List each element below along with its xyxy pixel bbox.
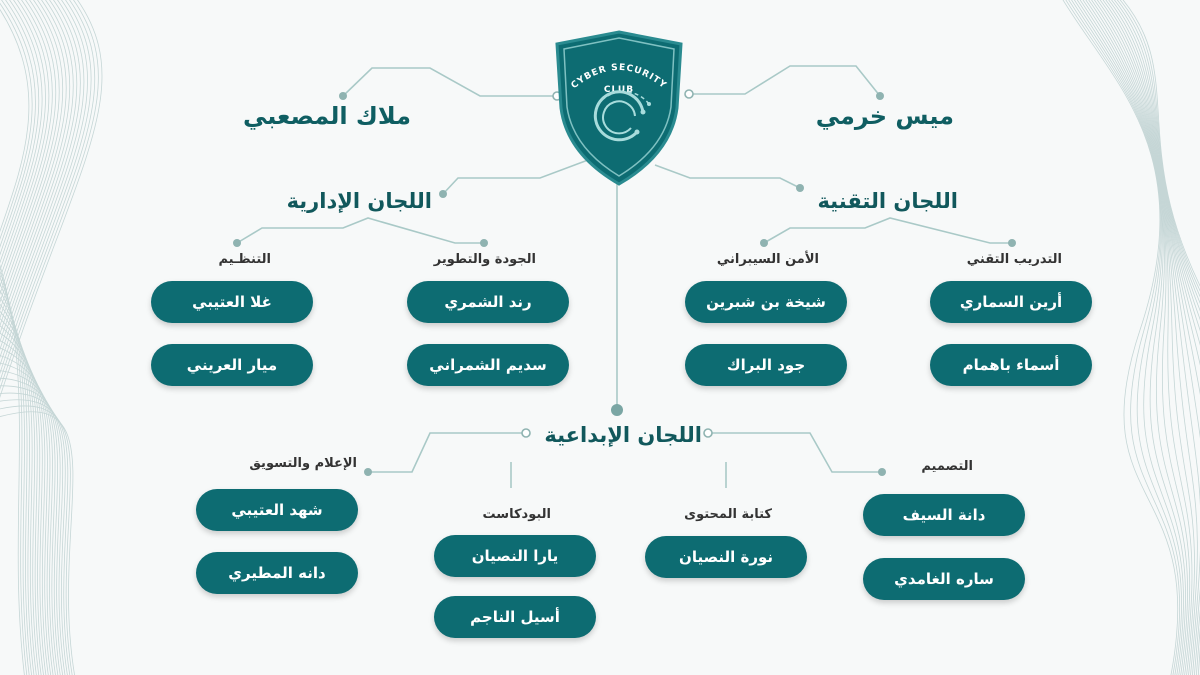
wave-line <box>1066 0 1182 675</box>
member-pill[interactable]: جود البراك <box>685 344 847 386</box>
technical-committees-title: اللجان التقنية <box>817 189 958 213</box>
member-pill[interactable]: غلا العتيبي <box>151 281 313 323</box>
member-pill[interactable]: شيخة بن شبرين <box>685 281 847 323</box>
member-pill[interactable]: دانه المطيري <box>196 552 358 594</box>
member-pill[interactable]: رند الشمري <box>407 281 569 323</box>
member-pill[interactable]: أسيل الناجم <box>434 596 596 638</box>
logo-text-bottom: CLUB <box>603 85 635 95</box>
member-pill[interactable]: شهد العتيبي <box>196 489 358 531</box>
member-pill[interactable]: نورة النصيان <box>645 536 807 578</box>
security-title: الأمن السيبراني <box>716 252 819 267</box>
organization-title: التنظـيم <box>218 252 271 267</box>
design-title: التصميم <box>921 459 973 474</box>
wave-line <box>1060 0 1178 675</box>
member-pill[interactable]: سديم الشمراني <box>407 344 569 386</box>
training-title: التدريب التقني <box>966 252 1062 267</box>
wave-line <box>0 0 39 284</box>
wave-line <box>1068 0 1183 675</box>
wave-line <box>1071 0 1185 675</box>
member-pill[interactable]: ساره الغامدي <box>863 558 1025 600</box>
member-pill[interactable]: دانة السيف <box>863 494 1025 536</box>
leader-left-name: ملاك المصعبي <box>242 102 411 130</box>
member-pill[interactable]: يارا النصيان <box>434 535 596 577</box>
wave-line <box>1063 0 1180 675</box>
podcast-title: البودكاست <box>482 507 551 522</box>
quality-title: الجودة والتطوير <box>433 252 536 267</box>
member-pill[interactable]: ميار العريني <box>151 344 313 386</box>
content-title: كتابة المحتوى <box>684 507 772 522</box>
admin-committees-title: اللجان الإدارية <box>286 189 432 213</box>
logo-text-top: CYBER SECURITY <box>569 62 669 92</box>
wave-line <box>1074 0 1188 675</box>
cyber-security-club-logo <box>553 30 685 188</box>
member-pill[interactable]: أرين السماري <box>930 281 1092 323</box>
wave-line <box>0 406 73 675</box>
creative-committees-title: اللجان الإبداعية <box>544 423 702 447</box>
wave-line <box>0 0 49 308</box>
leader-right-name: ميس خرمي <box>815 102 954 130</box>
media-title: الإعلام والتسويق <box>249 456 357 471</box>
member-pill[interactable]: أسماء باهمام <box>930 344 1092 386</box>
wave-line <box>1108 0 1200 675</box>
